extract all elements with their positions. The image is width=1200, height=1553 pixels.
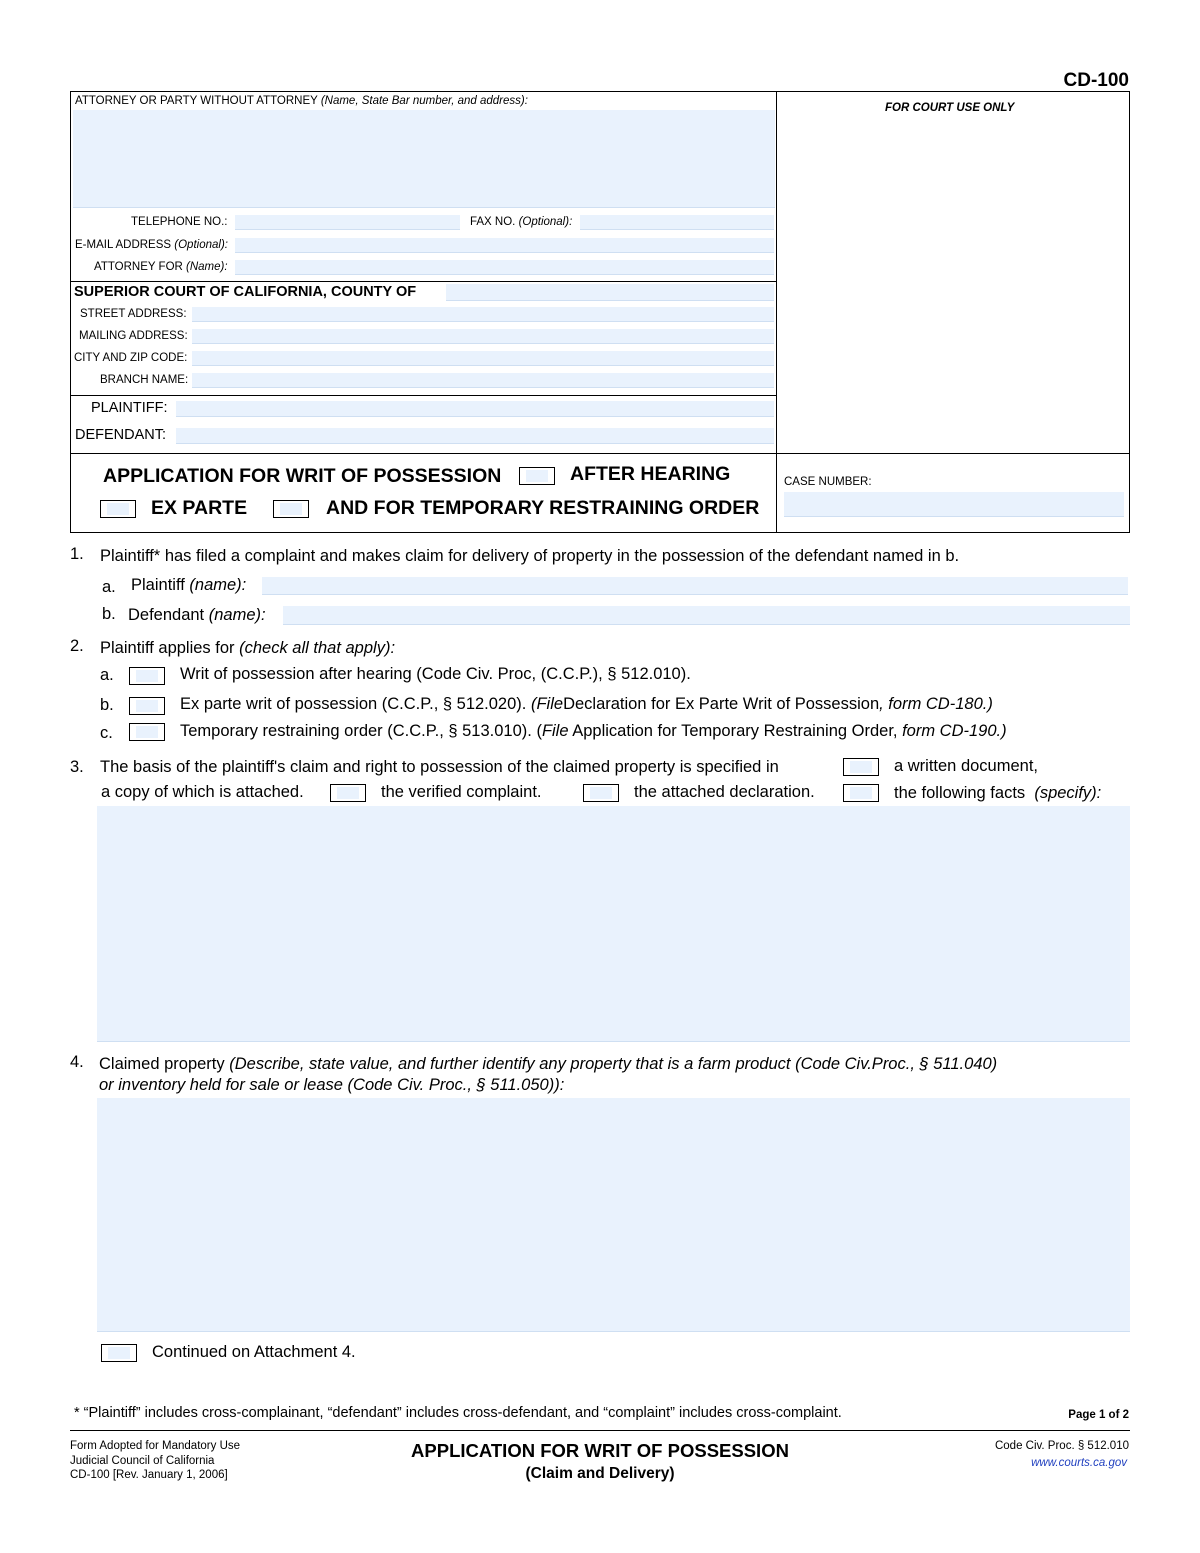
item1a-hint: (name): [189, 576, 247, 594]
item2b-text-row [180, 695, 993, 714]
street-input[interactable] [192, 307, 774, 322]
item1-text: Plaintiff* has filed a complaint and makes claim for delivery of property in the possession of the defendant named in b. [100, 547, 960, 565]
attorney-hint: (Name, State Bar number, and address): [320, 95, 528, 107]
fax-hint: (Optional): [518, 216, 573, 228]
court-divider [70, 281, 777, 282]
item2c-form: form CD-190.) [902, 722, 1007, 740]
street-label: STREET ADDRESS: [80, 308, 187, 320]
item2b-checkbox[interactable] [129, 697, 165, 715]
item2c-file: File [541, 722, 569, 740]
item2b-decl: Declaration for Ex Parte Writ of Possession [563, 695, 880, 713]
item1b-letter: b. [102, 605, 116, 623]
title-app: APPLICATION FOR WRIT OF POSSESSION [103, 465, 502, 487]
item3-specify: (specify): [1034, 784, 1102, 802]
continued-attachment-checkbox[interactable] [101, 1344, 137, 1362]
footer-title: APPLICATION FOR WRIT OF POSSESSION [411, 1440, 789, 1461]
plaintiff-name-input[interactable] [262, 577, 1128, 595]
item3-verified: the verified complaint. [381, 783, 542, 801]
item2c-text: Temporary restraining order (C.C.P., § 513.010). ( [180, 722, 542, 740]
title-tro: AND FOR TEMPORARY RESTRAINING ORDER [326, 497, 760, 519]
email-hint: (Optional): [174, 239, 228, 251]
attorney-label: ATTORNEY OR PARTY WITHOUT ATTORNEY [75, 95, 318, 107]
email-input[interactable] [235, 238, 774, 253]
item1b-label: Defendant [128, 606, 205, 624]
item4-row1 [99, 1055, 997, 1074]
item2b-file: (File [530, 695, 564, 713]
telephone-input[interactable] [235, 215, 460, 230]
court-title: SUPERIOR COURT OF CALIFORNIA, COUNTY OF [74, 284, 417, 300]
email-label: E-MAIL ADDRESS [75, 239, 172, 251]
attorney-for-input[interactable] [235, 260, 774, 275]
item2c-app: Application for Temporary Restraining Order, [572, 722, 898, 740]
item2-hint: (check all that apply): [239, 639, 396, 657]
fax-label: FAX NO. [470, 216, 516, 228]
fax-input[interactable] [580, 215, 774, 230]
facts-textarea[interactable] [97, 806, 1130, 1042]
item1a-label-row [131, 576, 246, 595]
item4-hint1: (Describe, state value, and further identify any property that is a farm product (Code Civ.Proc., § 511.040) [229, 1055, 998, 1073]
tro-checkbox[interactable] [273, 500, 309, 518]
item1-number: 1. [70, 545, 84, 563]
item2c-letter: c. [100, 724, 113, 742]
branch-label: BRANCH NAME: [100, 374, 189, 386]
adopted-line2: Judicial Council of California [70, 1455, 215, 1467]
item2c-text-row [180, 722, 1007, 741]
attorney-for-label: ATTORNEY FOR [94, 261, 183, 273]
footer-subtitle: (Claim and Delivery) [525, 1465, 675, 1482]
item2-number: 2. [70, 637, 84, 655]
item3-declaration: the attached declaration. [634, 783, 815, 801]
item4-hint2: or inventory held for sale or lease (Code Civ. Proc., § 511.050)): [99, 1076, 565, 1094]
item2a-checkbox[interactable] [129, 667, 165, 685]
attorney-input[interactable] [73, 110, 775, 208]
attorney-label-row [75, 95, 528, 107]
verified-complaint-checkbox[interactable] [330, 784, 366, 802]
item1a-label: Plaintiff [131, 576, 185, 594]
courts-url-link[interactable]: www.courts.ca.gov [1031, 1457, 1127, 1469]
title-ex-parte: EX PARTE [151, 497, 248, 519]
fax-label-row [470, 216, 572, 228]
city-label: CITY AND ZIP CODE: [74, 352, 188, 364]
after-hearing-checkbox[interactable] [519, 467, 555, 485]
item1a-letter: a. [102, 578, 116, 596]
attorney-for-hint: (Name): [186, 261, 228, 273]
code-citation: Code Civ. Proc. § 512.010 [994, 1440, 1129, 1452]
adopted-line3: CD-100 [Rev. January 1, 2006] [70, 1469, 228, 1481]
item2c-checkbox[interactable] [129, 723, 165, 741]
claimed-property-textarea[interactable] [97, 1098, 1130, 1332]
item2b-letter: b. [100, 696, 114, 714]
parties-divider [70, 395, 777, 396]
mailing-label: MAILING ADDRESS: [79, 330, 188, 342]
footnote: * “Plaintiff” includes cross-complainant, “defendant” includes cross-defendant, and “complaint” includes cross-complaint. [74, 1405, 842, 1421]
continued-text: Continued on Attachment 4. [152, 1343, 356, 1361]
item1b-hint: (name): [208, 606, 266, 624]
email-label-row [75, 239, 228, 251]
item2a-letter: a. [100, 666, 114, 684]
item3-number: 3. [70, 758, 84, 776]
county-input[interactable] [446, 284, 774, 301]
item3-copy: a copy of which is attached. [101, 783, 304, 801]
item3-facts-row [894, 784, 1101, 803]
caption-divider-vertical [776, 91, 777, 533]
case-number-label: CASE NUMBER: [784, 476, 872, 488]
attorney-for-label-row [94, 261, 228, 273]
branch-input[interactable] [192, 373, 774, 388]
plaintiff-label: PLAINTIFF: [91, 400, 168, 416]
defendant-name-input[interactable] [283, 606, 1130, 625]
page-number: Page 1 of 2 [1068, 1409, 1129, 1421]
city-input[interactable] [192, 351, 774, 366]
written-document-checkbox[interactable] [843, 758, 879, 776]
case-number-input[interactable] [784, 492, 1124, 517]
item3-written: a written document, [894, 757, 1038, 775]
adopted-line1: Form Adopted for Mandatory Use [70, 1440, 241, 1452]
item1b-label-row [128, 606, 266, 625]
mailing-input[interactable] [192, 329, 774, 344]
court-use-label: FOR COURT USE ONLY [885, 102, 1015, 114]
item2b-form: , form CD-180.) [879, 695, 993, 713]
footer-rule [70, 1430, 1130, 1431]
title-after-hearing: AFTER HEARING [570, 463, 731, 485]
following-facts-checkbox[interactable] [843, 784, 879, 802]
form-id: CD-100 [1063, 70, 1129, 91]
item2-text-row [100, 639, 395, 658]
defendant-caption-input[interactable] [176, 428, 774, 444]
item4-number: 4. [70, 1053, 84, 1071]
plaintiff-caption-input[interactable] [176, 401, 774, 417]
item3-facts: the following facts [894, 784, 1026, 802]
attached-declaration-checkbox[interactable] [583, 784, 619, 802]
ex-parte-checkbox[interactable] [100, 500, 136, 518]
title-divider [70, 453, 1130, 454]
item3-text: The basis of the plaintiff's claim and right to possession of the claimed property is specified in [100, 758, 779, 776]
item2a-text: Writ of possession after hearing (Code Civ. Proc, (C.C.P.), § 512.010). [180, 665, 691, 683]
defendant-label: DEFENDANT: [75, 427, 167, 443]
item4-label: Claimed property [99, 1055, 225, 1073]
item2b-text: Ex parte writ of possession (C.C.P., § 512.020). [180, 695, 527, 713]
item2-text: Plaintiff applies for [100, 639, 235, 657]
telephone-label: TELEPHONE NO.: [131, 216, 228, 228]
